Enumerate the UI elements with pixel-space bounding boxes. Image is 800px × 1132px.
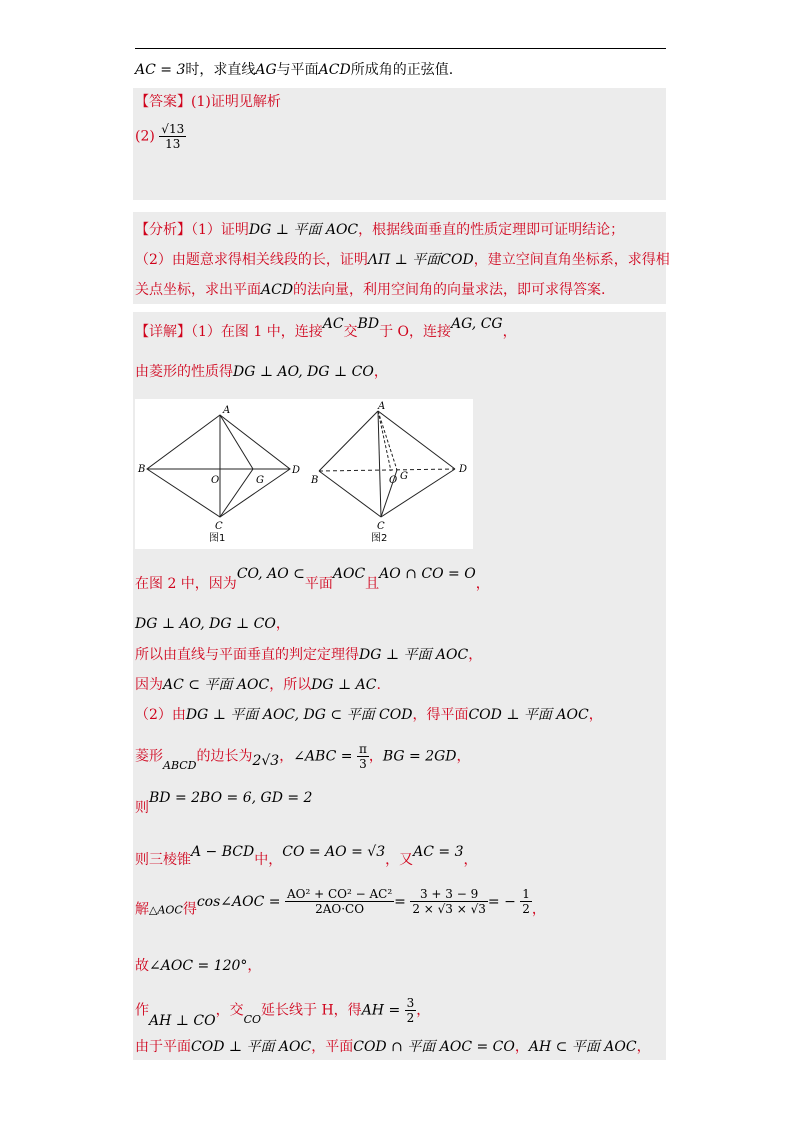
line-13: [135, 1037, 651, 1057]
answer-label: (2): [135, 128, 155, 145]
expr: AG: [255, 62, 277, 78]
analysis-line-2: [135, 250, 670, 270]
fig2-bc: [319, 471, 381, 517]
expr: ACD: [318, 62, 351, 78]
expr: =: [394, 893, 406, 910]
expr: = −: [487, 893, 516, 910]
text: 作: [135, 1002, 149, 1019]
answer-part2: [135, 122, 186, 151]
text: ，: [468, 647, 483, 663]
expr: DG ⊥ AC: [311, 677, 377, 693]
text: （1）在图 1 中，连接: [191, 324, 323, 340]
expr: AG, CG: [451, 316, 503, 332]
expr: AC = 3: [413, 844, 464, 860]
fig2-caption: 图2: [371, 533, 388, 544]
answer-line: [135, 92, 281, 112]
text: ，: [475, 576, 490, 592]
text: 中，: [254, 852, 283, 868]
fig2-ab: [319, 411, 378, 471]
line-11: [135, 956, 261, 976]
expr: CO: [243, 1012, 262, 1026]
fig2-label-b: B: [311, 475, 319, 486]
analysis-tag: 【分析】: [135, 222, 191, 238]
text: ，: [373, 364, 388, 380]
text: 的边长为: [196, 748, 253, 765]
expr: ∠ABC =: [293, 748, 353, 765]
fig1-label-g: G: [256, 475, 264, 486]
text: （1）证明: [191, 222, 249, 238]
fig2-label-d: D: [459, 464, 468, 475]
fig1-caption: 图1: [209, 533, 226, 544]
fraction: $\frac{\text{AO² + CO² − AC²}}{2AO\cdot CO}$: [286, 887, 393, 916]
text: 故: [135, 958, 149, 974]
text: ，: [275, 616, 290, 632]
line-1: [135, 362, 388, 382]
text: 解: [135, 901, 149, 918]
text: ，: [463, 852, 478, 868]
text: ，: [588, 707, 603, 723]
text: ，所以: [269, 677, 312, 693]
fig2-label-g: G: [400, 471, 408, 482]
fig1-label-a: A: [223, 405, 231, 416]
expr: COD ⊥ 平面 AOC: [191, 1039, 312, 1055]
expr: BD: [357, 316, 380, 332]
fig1-rhombus: [147, 415, 290, 517]
analysis-line-3: [135, 280, 606, 300]
fraction: $\frac{\pi}{3}$: [358, 742, 367, 771]
text: ，: [368, 748, 383, 765]
text: ，平面: [311, 1039, 354, 1055]
text: ，得平面: [412, 707, 469, 723]
fig1-label-d: D: [292, 465, 301, 476]
text: 由于平面: [135, 1039, 191, 1055]
fig1-label-b: B: [138, 464, 146, 475]
fig1-label-o: O: [211, 475, 220, 486]
text: 的法向量，利用空间角的向量求法，即可求得答案.: [293, 282, 606, 298]
text: ，: [514, 1039, 529, 1055]
expr: AH =: [361, 1002, 401, 1019]
text: （2）由题意求得相关线段的长，证明: [135, 252, 368, 268]
fig2-ao: [378, 411, 391, 471]
text: 与平面: [276, 62, 319, 78]
expr: DG ⊥ 平面 AOC, DG ⊂ 平面 COD: [185, 707, 413, 723]
expr: ABCD: [163, 758, 197, 772]
text: 得: [182, 901, 197, 918]
expr: DG ⊥ 平面 AOC: [248, 222, 359, 238]
fig2-ac: [378, 411, 381, 517]
text: ，: [636, 1039, 651, 1055]
text: ，建立空间直角坐标系，求得相: [473, 252, 670, 268]
figure: [135, 399, 473, 549]
fig2-label-a: A: [378, 401, 386, 412]
line-4: [135, 645, 482, 665]
text: 所以由直线与平面垂直的判定定理得: [135, 647, 359, 663]
fig2-ag: [378, 411, 397, 470]
fraction: $\frac{1}{2}$: [522, 887, 530, 916]
expr: AOC: [332, 566, 366, 582]
analysis-line-1: [135, 220, 624, 240]
expr: 2√3: [252, 752, 280, 769]
geometry-figure: [135, 399, 473, 549]
line-7: [135, 742, 471, 771]
expr: CO = AO = √3: [282, 844, 386, 860]
text: 则: [135, 800, 149, 816]
text: 且: [365, 576, 380, 592]
fig1-ag: [220, 415, 253, 469]
answer-tag: 【答案】: [135, 94, 191, 110]
fig1-label-c: C: [215, 521, 223, 532]
expr: AH ⊥ CO: [149, 1012, 216, 1029]
fig1-cg: [220, 469, 253, 517]
line-6: [135, 705, 603, 725]
fraction: $\frac{3 + 3 - 9}{2 \times √3 \times √3}$: [412, 887, 486, 916]
text: ，: [416, 1002, 431, 1019]
expr: BD = 2BO = 6, GD = 2: [149, 790, 313, 806]
line-8: [135, 788, 313, 816]
text: .: [376, 677, 381, 693]
detail-tag: 【详解】: [135, 324, 191, 340]
expr: AO ∩ CO = O: [379, 566, 476, 582]
text: 延长线于 H，得: [261, 1002, 362, 1019]
expr: BG = 2GD: [382, 748, 457, 765]
line-2: [135, 566, 490, 594]
fig2-label-o: O: [389, 475, 398, 486]
expr: cos∠AOC =: [196, 893, 281, 910]
text: ，根据线面垂直的性质定理即可证明结论；: [358, 222, 625, 238]
answer-text: (1)证明见解析: [191, 94, 281, 110]
line-3: [135, 614, 290, 634]
text: 于 O，连接: [379, 324, 451, 340]
expr: DG ⊥ 平面 AOC: [359, 647, 469, 663]
text: 则三棱锥: [135, 852, 191, 868]
expr: ΛΠ ⊥ 平面COD: [367, 252, 474, 268]
line-12: [135, 996, 431, 1029]
text: ，: [531, 901, 546, 918]
text: 因为: [135, 677, 163, 693]
expr: AC: [322, 316, 344, 332]
detail-line: [135, 316, 517, 342]
expr: ACD: [261, 282, 294, 298]
text: 由菱形的性质得: [135, 364, 233, 380]
text: ，又: [385, 852, 414, 868]
fig2-label-c: C: [377, 521, 385, 532]
text: 在图 2 中，因为: [135, 576, 237, 592]
expr: AH ⊂ 平面 AOC: [528, 1039, 637, 1055]
fig2-bd: [319, 469, 455, 471]
text: 关点坐标，求出平面: [135, 282, 261, 298]
text: 交: [343, 324, 358, 340]
expr: CO, AO ⊂: [236, 566, 305, 582]
expr: △AOC: [149, 903, 183, 917]
text: 所成角的正弦值.: [350, 62, 454, 78]
expr: AC ⊂ 平面 AOC: [163, 677, 270, 693]
line-9: [135, 842, 478, 868]
answer-fraction: $\frac{√13}{13}$: [161, 122, 185, 151]
question-line: [135, 60, 453, 80]
fig2-ad: [378, 411, 455, 469]
line-5: [135, 675, 381, 695]
text: 菱形: [135, 748, 163, 765]
fraction: $\frac{3}{2}$: [406, 996, 415, 1025]
text: ，: [279, 748, 294, 765]
header-rule: [135, 48, 666, 49]
text: ，交: [215, 1002, 244, 1019]
text: ，: [247, 958, 262, 974]
expr: DG ⊥ AO, DG ⊥ CO: [233, 364, 374, 380]
expr: A − BCD: [191, 844, 255, 860]
text: 平面: [304, 576, 333, 592]
expr: ∠AOC = 120°: [149, 958, 248, 974]
expr: COD ⊥ 平面 AOC: [468, 707, 589, 723]
expr: DG ⊥ AO, DG ⊥ CO: [135, 616, 276, 632]
expr: COD ∩ 平面 AOC = CO: [353, 1039, 515, 1055]
text: 时，求直线: [185, 62, 256, 78]
text: （2）由: [135, 707, 186, 723]
line-10: [135, 887, 546, 924]
expr: AC = 3: [135, 62, 186, 78]
text: ，: [502, 324, 517, 340]
text: ，: [456, 748, 471, 765]
